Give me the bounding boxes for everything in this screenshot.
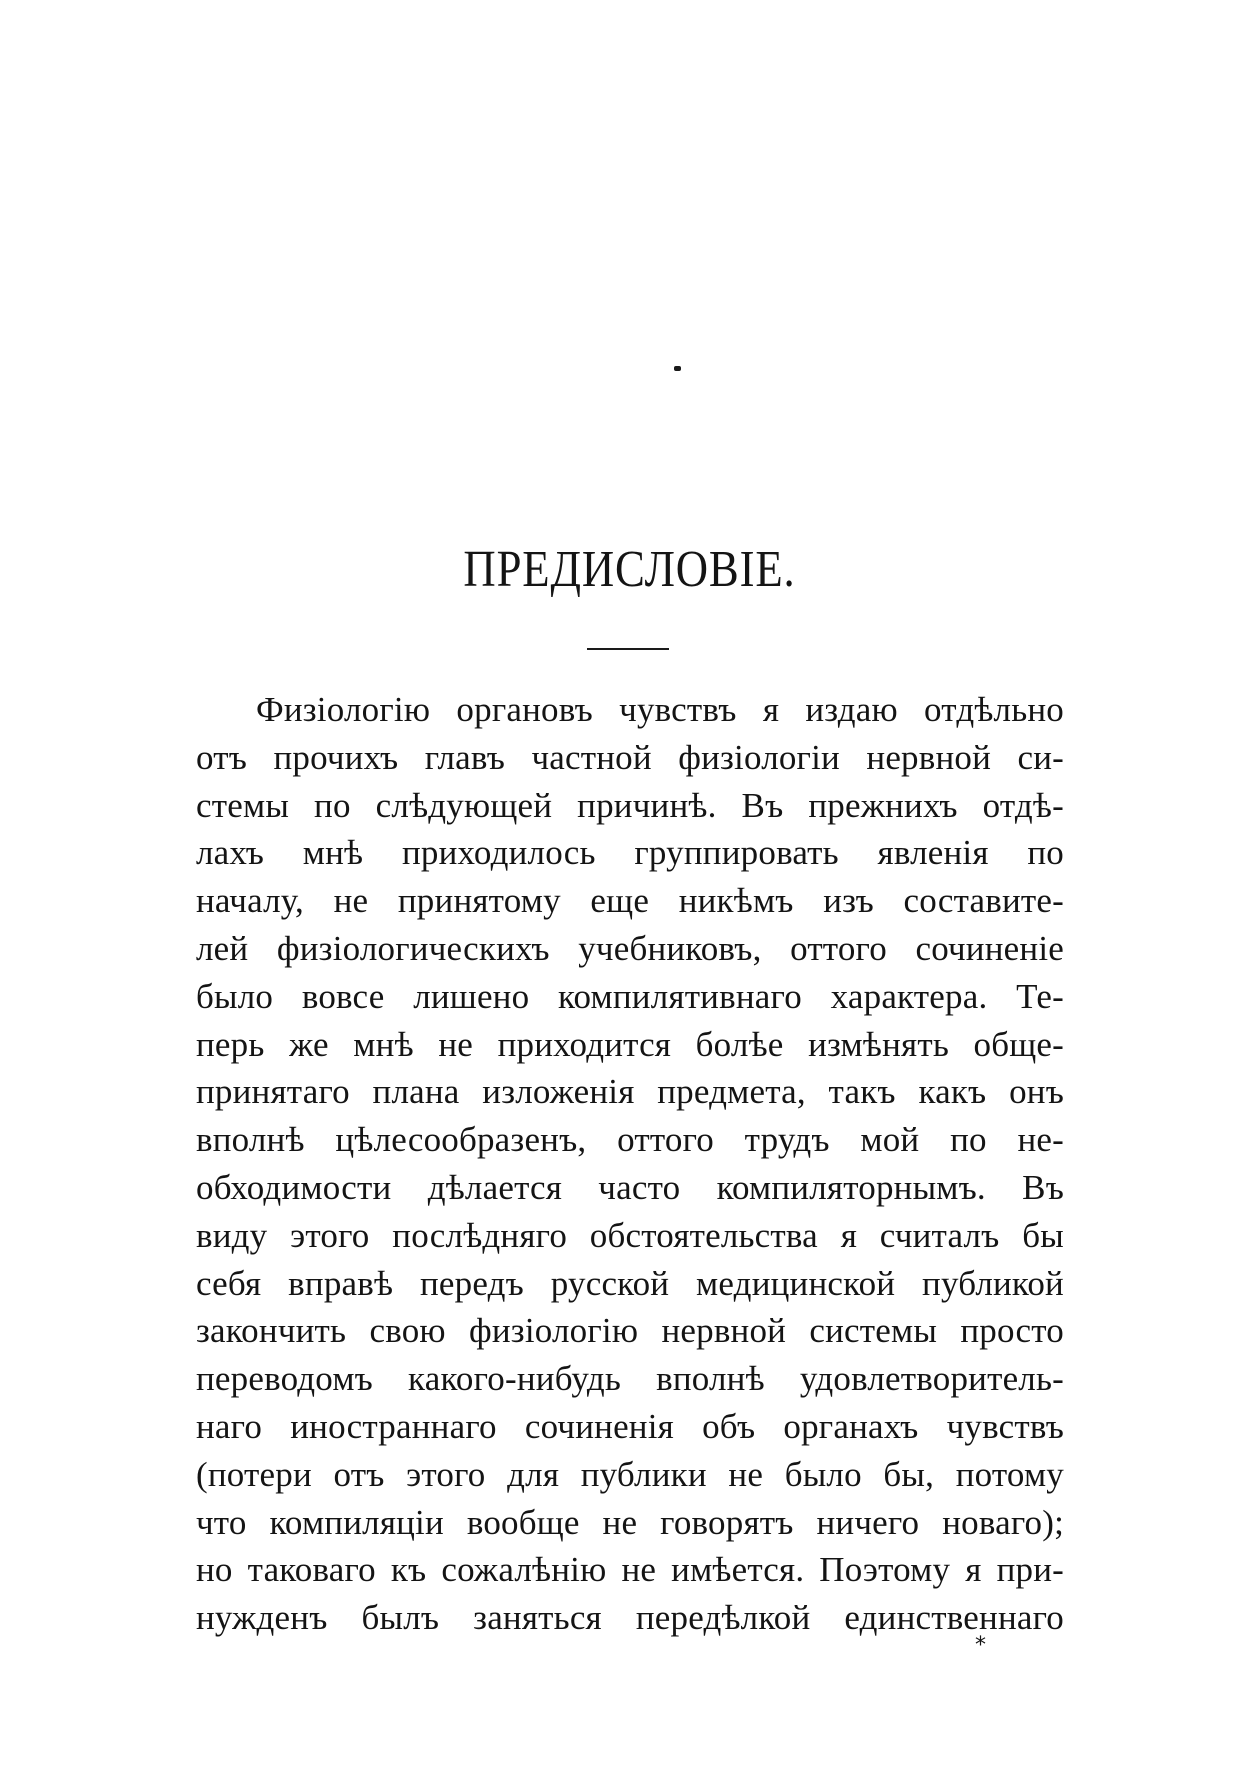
text-line: закончить свою физіологію нервной системы просто: [196, 1311, 1064, 1351]
text-line: что компиляціи вообще не говорятъ ничего новаго);: [196, 1502, 1064, 1542]
text-line: отъ прочихъ главъ частной физіологіи нервной си-: [196, 737, 1064, 777]
text-line: лей физіологическихъ учебниковъ, оттого сочиненіе: [196, 928, 1064, 968]
text-line: переводомъ какого-нибудь вполнѣ удовлетворитель-: [196, 1359, 1064, 1399]
text-line: было вовсе лишено компилятивнаго характера. Те-: [196, 976, 1064, 1016]
text-line: лахъ мнѣ приходилось группировать явленія по: [196, 833, 1064, 873]
signature-mark: *: [975, 1633, 986, 1658]
text-line: но таковаго къ сожалѣнію не имѣется. Поэтому я при-: [196, 1550, 1064, 1590]
text-line: обходимости дѣлается часто компиляторнымъ. Въ: [196, 1167, 1064, 1207]
ink-speck: [674, 366, 681, 371]
page-title: ПРЕДИСЛОВІЕ.: [463, 541, 796, 598]
title-divider: [587, 648, 669, 650]
text-line: нужденъ былъ заняться передѣлкой единственнаго: [196, 1598, 1064, 1638]
text-line: виду этого послѣдняго обстоятельства я считалъ бы: [196, 1215, 1064, 1255]
preface-paragraph: [196, 686, 1064, 1642]
text-line: началу, не принятому еще никѣмъ изъ составите-: [196, 881, 1064, 921]
text-line: перь же мнѣ не приходится болѣе измѣнять обще-: [196, 1024, 1064, 1064]
text-line: Физіологію органовъ чувствъ я издаю отдѣльно: [256, 690, 1064, 729]
text-line: принятаго плана изложенія предмета, такъ какъ онъ: [196, 1072, 1064, 1112]
text-line: вполнѣ цѣлесообразенъ, оттого трудъ мой по не-: [196, 1120, 1064, 1160]
text-line: наго иностраннаго сочиненія объ органахъ чувствъ: [196, 1406, 1064, 1446]
text-line: стемы по слѣдующей причинѣ. Въ прежнихъ отдѣ-: [196, 785, 1064, 825]
text-line: себя вправѣ передъ русской медицинской публикой: [196, 1263, 1064, 1303]
text-line: (потери отъ этого для публики не было бы, потому: [196, 1454, 1064, 1494]
